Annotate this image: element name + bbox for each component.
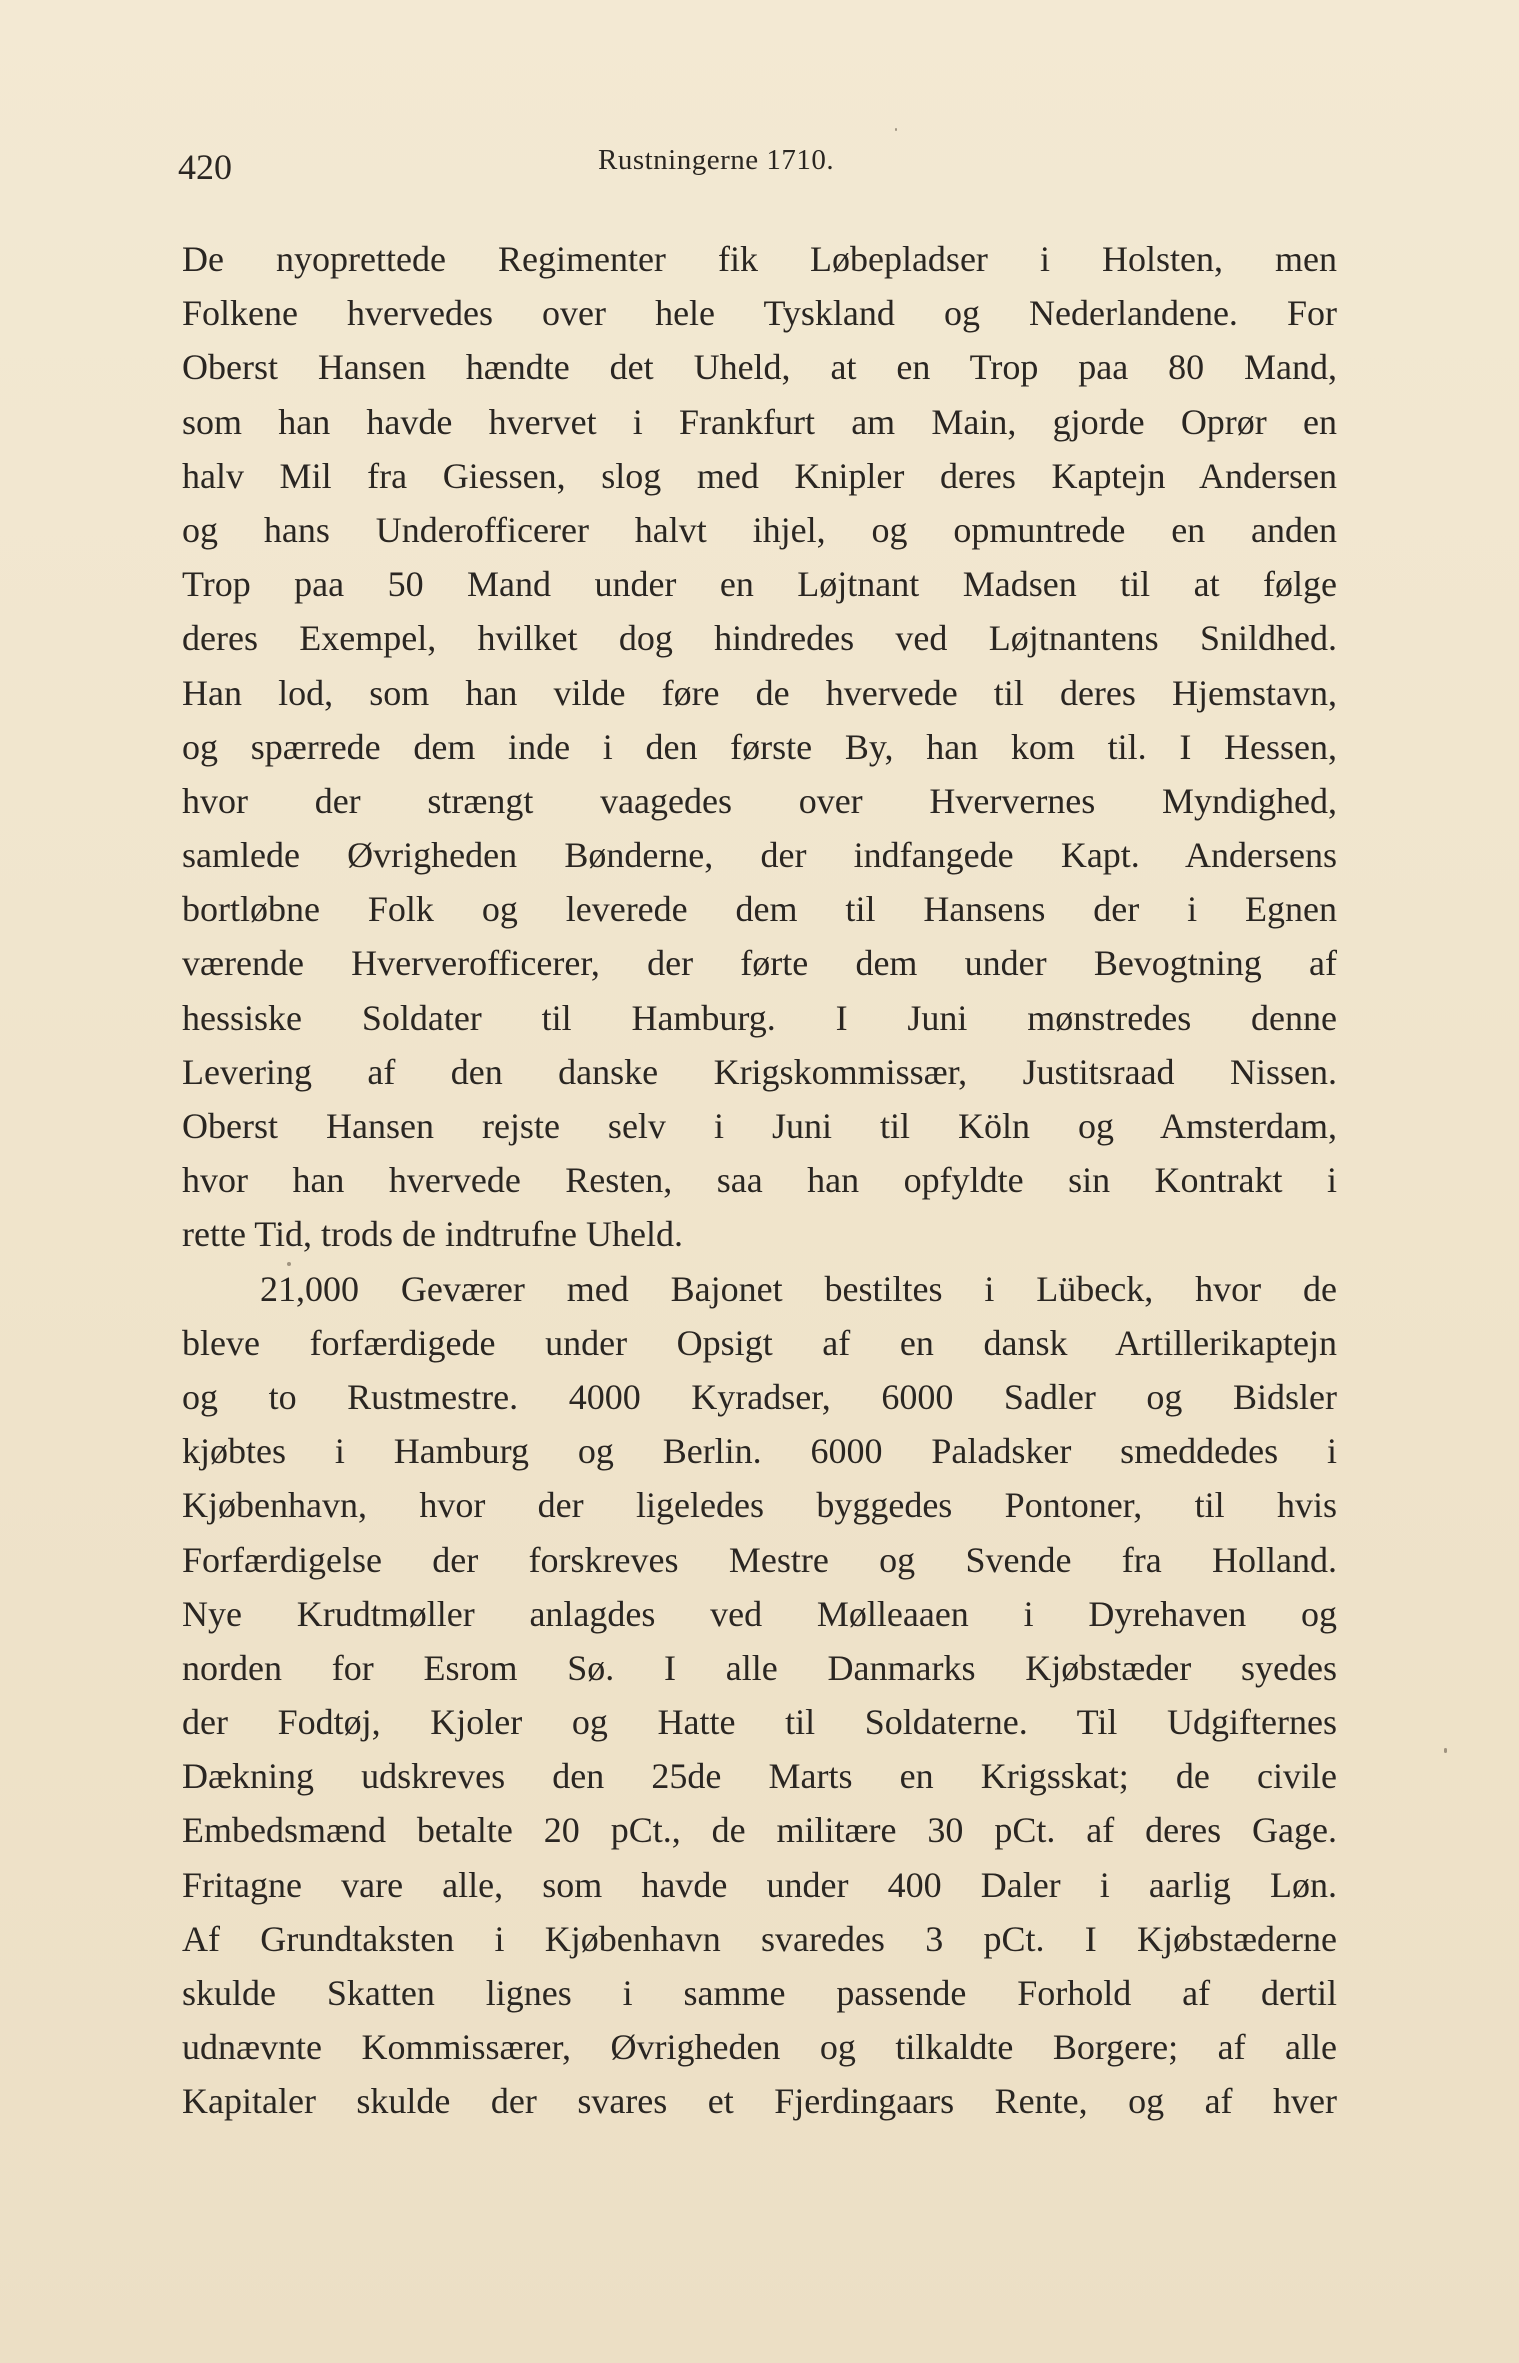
- text-line: værende Hververofficerer, der førte dem under Bevogtning af: [182, 943, 1337, 984]
- paragraph-end-line: rette Tid, trods de indtrufne Uheld.: [182, 1214, 683, 1255]
- paper-speck: [1444, 1748, 1447, 1753]
- text-line: og to Rustmestre. 4000 Kyradser, 6000 Sadler og Bidsler: [182, 1376, 1337, 1417]
- text-line: Oberst Hansen hændte det Uheld, at en Trop paa 80 Mand,: [182, 347, 1337, 388]
- text-line: Trop paa 50 Mand under en Løjtnant Madsen til at følge: [182, 564, 1337, 605]
- running-head: Rustningerne 1710.: [598, 144, 835, 176]
- text-line: Kjøbenhavn, hvor der ligeledes byggedes Pontoner, til hvis: [182, 1485, 1337, 1526]
- text-line: Kapitaler skulde der svares et Fjerdingaars Rente, og af hver: [182, 2081, 1337, 2122]
- text-line: Oberst Hansen rejste selv i Juni til Köln og Amsterdam,: [182, 1106, 1337, 1146]
- text-line: hvor han hvervede Resten, saa han opfyldte sin Kontrakt i: [182, 1160, 1337, 1201]
- text-line: norden for Esrom Sø. I alle Danmarks Kjøbstæder syedes: [182, 1647, 1337, 1688]
- paper-speck: [895, 128, 897, 131]
- text-line: Embedsmænd betalte 20 pCt., de militære 30 pCt. af deres Gage.: [182, 1810, 1337, 1851]
- text-line: der Fodtøj, Kjoler og Hatte til Soldaterne. Til Udgifternes: [182, 1702, 1337, 1743]
- text-line: Fritagne vare alle, som havde under 400 Daler i aarlig Løn.: [182, 1864, 1337, 1905]
- text-line: Forfærdigelse der forskreves Mestre og Svende fra Holland.: [182, 1539, 1337, 1580]
- text-line: Af Grundtaksten i Kjøbenhavn svaredes 3 pCt. I Kjøbstæderne: [182, 1918, 1337, 1959]
- text-line: De nyoprettede Regimenter fik Løbepladser i Holsten, men: [182, 239, 1337, 279]
- text-line: halv Mil fra Giessen, slog med Knipler deres Kaptejn Andersen: [182, 455, 1337, 496]
- text-line: kjøbtes i Hamburg og Berlin. 6000 Paladsker smeddedes i: [182, 1431, 1337, 1472]
- text-line: samlede Øvrigheden Bønderne, der indfangede Kapt. Andersens: [182, 835, 1337, 876]
- text-line: hessiske Soldater til Hamburg. I Juni mønstredes denne: [182, 997, 1337, 1038]
- text-line: Han lod, som han vilde føre de hvervede til deres Hjemstavn,: [182, 672, 1337, 713]
- body-text: [182, 232, 1337, 2129]
- text-line: bortløbne Folk og leverede dem til Hansens der i Egnen: [182, 889, 1337, 930]
- text-line: og spærrede dem inde i den første By, han kom til. I Hessen,: [182, 726, 1337, 767]
- page-header: [178, 140, 1338, 200]
- text-line: og hans Underofficerer halvt ihjel, og opmuntrede en anden: [182, 509, 1337, 550]
- text-line: Levering af den danske Krigskommissær, Justitsraad Nissen.: [182, 1051, 1337, 1092]
- page-number: 420: [178, 147, 232, 187]
- text-line: udnævnte Kommissærer, Øvrigheden og tilkaldte Borgere; af alle: [182, 2027, 1337, 2068]
- text-line: hvor der strængt vaagedes over Hververnes Myndighed,: [182, 780, 1337, 821]
- paper-speck: [287, 1262, 291, 1266]
- paragraph-first-line: 21,000 Geværer med Bajonet bestiltes i Lübeck, hvor de: [260, 1268, 1337, 1309]
- text-line: Dækning udskreves den 25de Marts en Krigsskat; de civile: [182, 1756, 1337, 1797]
- text-line: deres Exempel, hvilket dog hindredes ved Løjtnantens Snildhed.: [182, 618, 1337, 659]
- text-line: Folkene hvervedes over hele Tyskland og Nederlandene. For: [182, 293, 1337, 334]
- text-line: bleve forfærdigede under Opsigt af en dansk Artillerikaptejn: [182, 1322, 1337, 1363]
- text-line: skulde Skatten lignes i samme passende Forhold af dertil: [182, 1973, 1337, 2013]
- text-line: Nye Krudtmøller anlagdes ved Mølleaaen i Dyrehaven og: [182, 1593, 1337, 1634]
- text-line: som han havde hvervet i Frankfurt am Main, gjorde Oprør en: [182, 401, 1337, 442]
